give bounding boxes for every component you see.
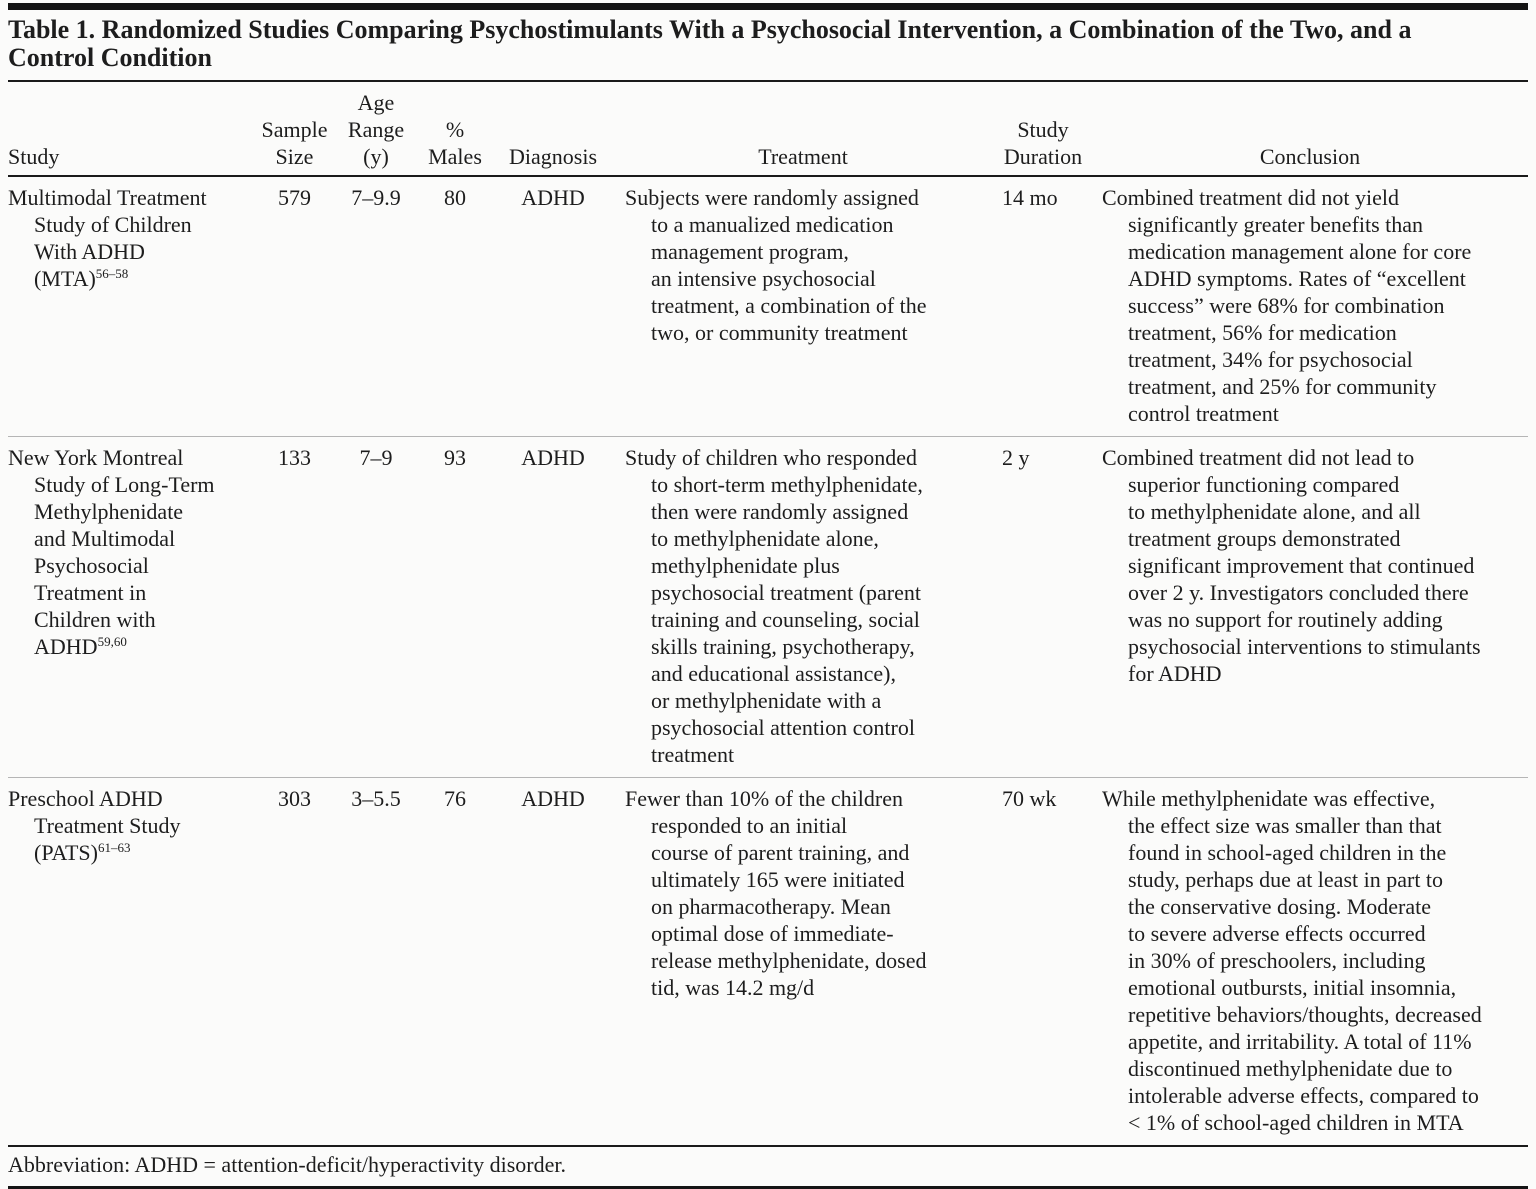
conclusion-cell: While methylphenidate was effective, the effect size was smaller than that found in school-aged children in the study, perhaps due at least in part to the conservative dosing. Moderate to severe adverse effects occurred in 30% of preschoolers, including emotional outbursts, initial insomnia, repetitive behaviors/thoughts, decreased appetite, and irritability. A total of 11% discontinued methylphenidate due to intolerable adverse effects, compared to < 1% of school-aged children in MTA bbox=[1102, 786, 1482, 1135]
table-row-mta bbox=[8, 176, 1528, 437]
sample-size-cell: 303 bbox=[278, 786, 311, 811]
duration-cell: 70 wk bbox=[1002, 786, 1057, 811]
diagnosis-cell: ADHD bbox=[521, 185, 585, 210]
header-row bbox=[8, 82, 1528, 176]
table-header bbox=[8, 82, 1528, 176]
treatment-cell: Study of children who responded to short-term methylphenidate, then were randomly assigned to methylphenidate alone, methylphenidate plus psychosocial treatment (parent training and counseling, social skills training, psychotherapy, and educational assistance), or methylphenidate with a psychosocial attention control treatment bbox=[625, 445, 923, 767]
study-name: New York Montreal Study of Long-Term Methylphenidate and Multimodal Psychosocial Treatment in Children with ADHD bbox=[8, 445, 215, 659]
studies-table bbox=[8, 82, 1528, 1147]
study-name: Multimodal Treatment Study of Children With ADHD (MTA) bbox=[8, 185, 207, 291]
duration-cell: 2 y bbox=[1002, 445, 1030, 470]
table-row-pats bbox=[8, 778, 1528, 1147]
table-row-new-york-montreal bbox=[8, 437, 1528, 778]
header-study-duration: Study Duration bbox=[1003, 117, 1083, 169]
header-conclusion: Conclusion bbox=[1259, 144, 1361, 169]
pct-males-cell: 80 bbox=[444, 185, 466, 210]
header-pct-males: % Males bbox=[428, 117, 482, 169]
duration-cell: 14 mo bbox=[1002, 185, 1058, 210]
header-treatment: Treatment bbox=[758, 144, 848, 169]
age-range-cell: 3–5.5 bbox=[351, 786, 401, 811]
conclusion-cell: Combined treatment did not lead to superior functioning compared to methylphenidate alone, and all treatment groups demonstrated significant improvement that continued over 2 y. Investigators concluded there was no support for routinely adding psychosocial interventions to stimulants for ADHD bbox=[1102, 445, 1481, 686]
treatment-cell: Subjects were randomly assigned to a manualized medication management program, an intensive psychosocial treatment, a combination of the two, or community treatment bbox=[625, 185, 927, 345]
paper-table-figure bbox=[8, 0, 1528, 1189]
study-name: Preschool ADHD Treatment Study (PATS) bbox=[8, 786, 181, 865]
age-range-cell: 7–9.9 bbox=[351, 185, 401, 210]
age-range-cell: 7–9 bbox=[359, 445, 393, 470]
header-age-range: Age Range (y) bbox=[347, 90, 405, 169]
reference-superscript: 56–58 bbox=[95, 266, 129, 281]
sample-size-cell: 579 bbox=[278, 185, 311, 210]
study-cell bbox=[8, 778, 253, 1147]
header-study: Study bbox=[8, 144, 60, 169]
study-cell bbox=[8, 437, 253, 778]
sample-size-cell: 133 bbox=[278, 445, 311, 470]
diagnosis-cell: ADHD bbox=[521, 445, 585, 470]
table-body bbox=[8, 176, 1528, 1146]
reference-superscript: 61–63 bbox=[98, 840, 131, 855]
study-cell bbox=[8, 176, 253, 437]
pct-males-cell: 76 bbox=[444, 786, 466, 811]
table-footnote: Abbreviation: ADHD = attention-deficit/hyperactivity disorder. bbox=[8, 1147, 1528, 1189]
conclusion-cell: Combined treatment did not yield significantly greater benefits than medication management alone for core ADHD symptoms. Rates of “excellent success” were 68% for combination treatment, 56% for medication treatment, 34% for psychosocial treatment, and 25% for community control treatment bbox=[1102, 185, 1472, 426]
header-diagnosis: Diagnosis bbox=[509, 144, 597, 169]
pct-males-cell: 93 bbox=[444, 445, 466, 470]
treatment-cell: Fewer than 10% of the children responded to an initial course of parent training, and ultimately 165 were initiated on pharmacotherapy. Mean optimal dose of immediate- release methylphenidate, dosed tid, was 14.2 mg/d bbox=[625, 786, 927, 1000]
reference-superscript: 59,60 bbox=[97, 634, 127, 649]
table-title: Table 1. Randomized Studies Comparing Psychostimulants With a Psychosocial Intervention, a Combination of the Two, and a Control Condition bbox=[8, 3, 1528, 82]
diagnosis-cell: ADHD bbox=[521, 786, 585, 811]
header-sample-size: Sample Size bbox=[261, 117, 328, 169]
